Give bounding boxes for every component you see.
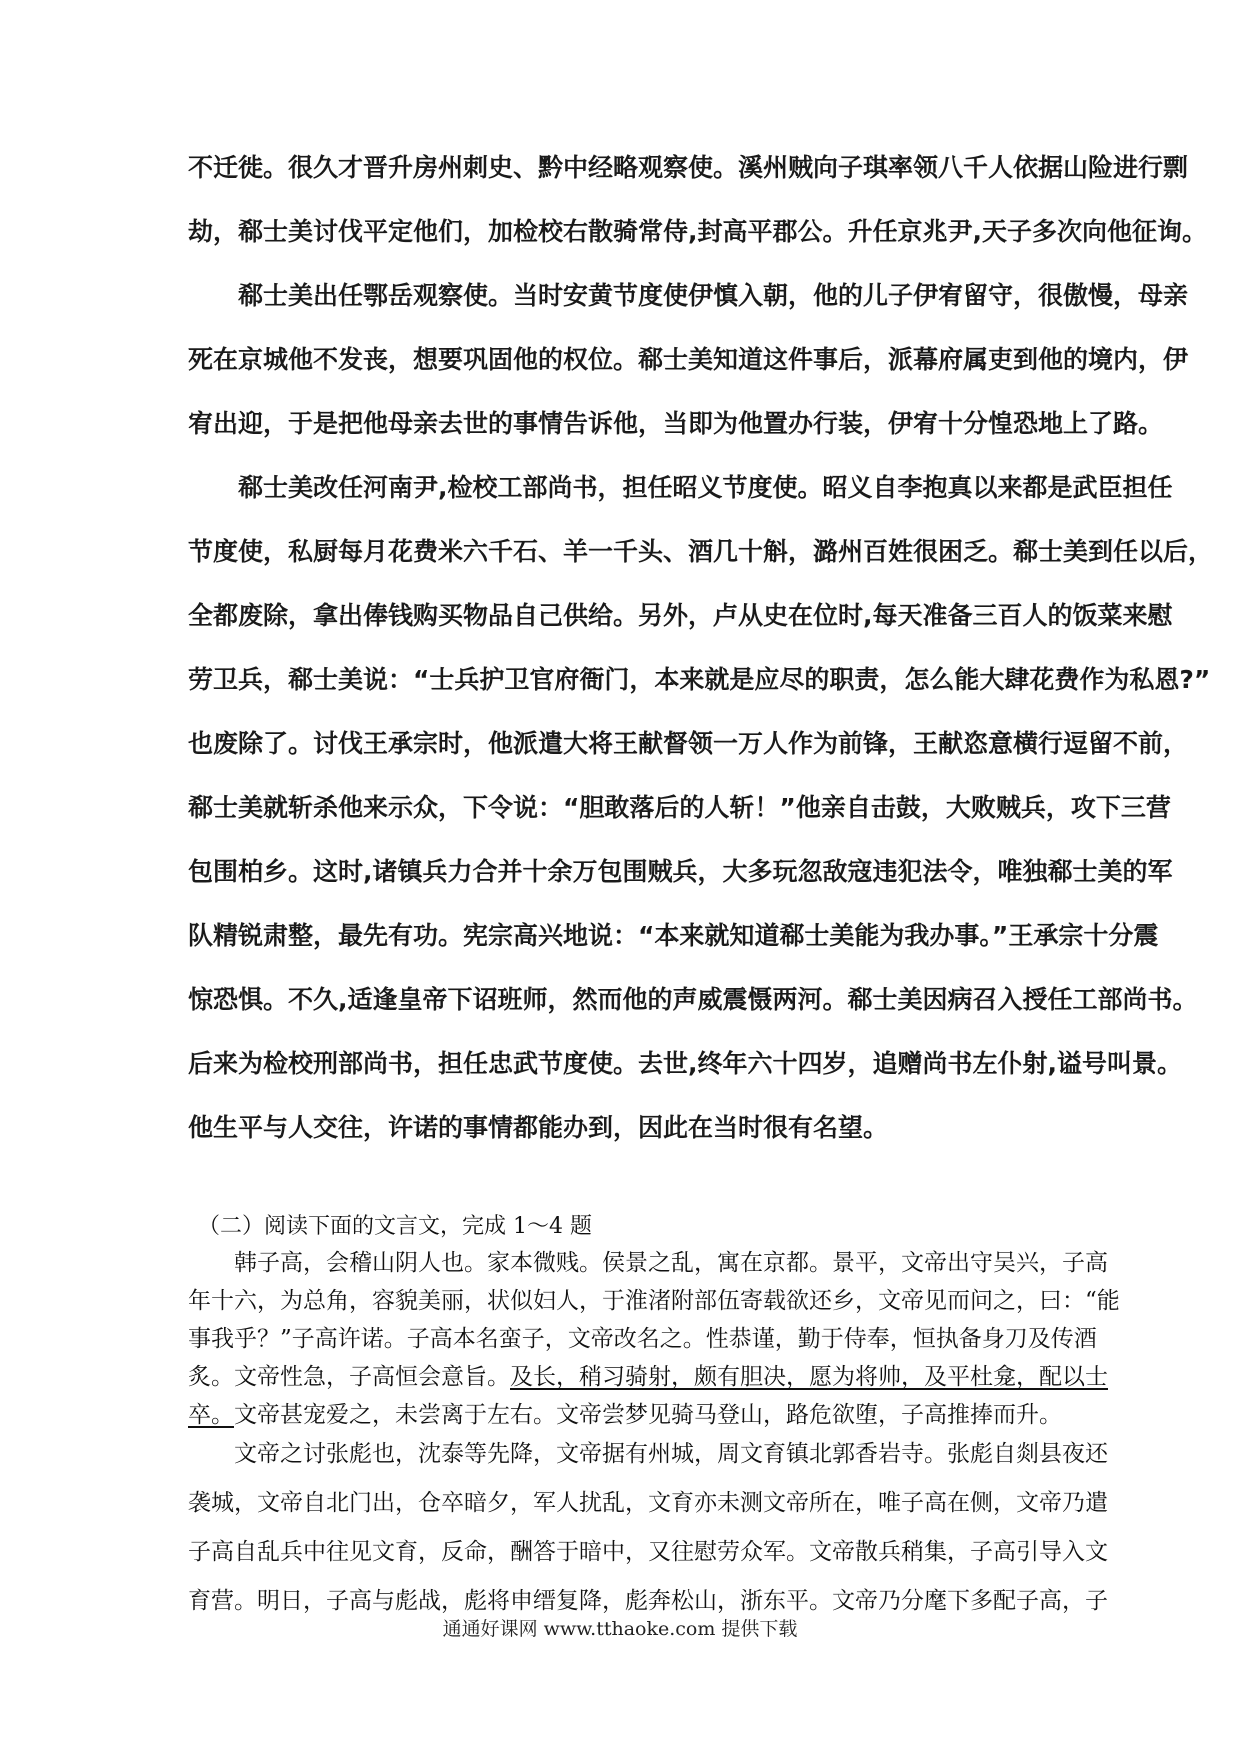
translation-line: 也废除了。讨伐王承宗时，他派遣大将王献督领一万人作为前锋，王献恣意横行逗留不前， [188,729,1189,758]
classical-line-text: 文帝甚宠爱之，未尝离于左右。文帝尝梦见骑马登山，路危欲堕，子高推捧而升。 [234,1402,1062,1428]
translation-line: 惊恐惧。不久,适逢皇帝下诏班师，然而他的声威震慑两河。郗士美因病召入授任工部尚书。 [188,985,1198,1014]
translation-line: 死在京城他不发丧，想要巩固他的权位。郗士美知道这件事后，派幕府属吏到他的境内，伊 [188,345,1189,374]
translation-line: 宥出迎，于是把他母亲去世的事情告诉他，当即为他置办行装，伊宥十分惶恐地上了路。 [188,409,1164,438]
translation-passage [188,136,1214,1160]
translation-line: 郗士美就斩杀他来示众，下令说：“胆敢落后的人斩！”他亲自击鼓，大败贼兵，攻下三营 [188,793,1171,822]
classical-line [188,1358,1108,1396]
classical-line: 文帝之讨张彪也，沈泰等先降，文帝据有州城，周文育镇北郭香岩寺。张彪自剡县夜还 [188,1441,1108,1467]
classical-passage-part-2 [188,1430,1108,1626]
classical-line-text: 炙。文帝性急，子高恒会意旨。 [188,1364,510,1390]
classical-line: 韩子高，会稽山阴人也。家本微贱。侯景之乱，寓在京都。景平，文帝出守吴兴，子高 [188,1250,1108,1276]
translation-line: 全都废除，拿出俸钱购买物品自己供给。另外，卢从史在位时,每天准备三百人的饭菜来慰 [188,601,1173,630]
section-heading: （二）阅读下面的文言文，完成 1～4 题 [198,1214,592,1239]
translation-line: 劳卫兵，郗士美说：“士兵护卫官府衙门，本来就是应尽的职责，怎么能大肆花费作为私恩?” [188,665,1211,694]
translation-line: 不迁徙。很久才晋升房州刺史、黔中经略观察使。溪州贼向子琪率领八千人依据山险进行剽 [188,153,1189,182]
classical-passage-part-1 [188,1244,1120,1434]
translation-line: 节度使，私厨每月花费米六千石、羊一千头、酒几十斛，潞州百姓很困乏。郗士美到任以后， [188,537,1214,566]
underlined-sentence-end: 卒。 [188,1402,234,1428]
classical-line: 子高自乱兵中往见文育，反命，酬答于暗中，又往慰劳众军。文帝散兵稍集，子高引导入文 [188,1539,1108,1565]
underlined-sentence: 及长，稍习骑射，颇有胆决，愿为将帅，及平杜龛，配以士 [510,1364,1108,1390]
translation-line: 后来为检校刑部尚书，担任忠武节度使。去世,终年六十四岁，追赠尚书左仆射,谥号叫景。 [188,1049,1182,1078]
classical-line: 袭城，文帝自北门出，仓卒暗夕，军人扰乱，文育亦未测文帝所在，唯子高在侧，文帝乃遣 [188,1490,1108,1516]
classical-line: 育营。明日，子高与彪战，彪将申缙复降，彪奔松山，浙东平。文帝乃分麾下多配子高，子 [188,1588,1108,1614]
classical-line: 年十六，为总角，容貌美丽，状似妇人，于淮渚附部伍寄载欲还乡，文帝见而问之，曰：“能 [188,1288,1120,1314]
translation-line: 他生平与人交往，许诺的事情都能办到，因此在当时很有名望。 [188,1113,889,1142]
translation-line: 郗士美出任鄂岳观察使。当时安黄节度使伊慎入朝，他的儿子伊宥留守，很傲慢，母亲 [188,281,1189,310]
page-footer: 通通好课网 www.tthaoke.com 提供下载 [442,1618,798,1640]
translation-line: 队精锐肃整，最先有功。宪宗高兴地说：“本来就知道郗士美能为我办事。”王承宗十分震 [188,921,1159,950]
classical-line [188,1396,1068,1434]
translation-line: 郗士美改任河南尹,检校工部尚书，担任昭义节度使。昭义自李抱真以来都是武臣担任 [188,473,1173,502]
classical-line: 事我乎？”子高许诺。子高本名蛮子，文帝改名之。性恭谨，勤于侍奉，恒执备身刀及传酒 [188,1326,1097,1352]
translation-line: 劫，郗士美讨伐平定他们，加检校右散骑常侍,封高平郡公。升任京兆尹,天子多次向他征询。 [188,217,1207,246]
translation-line: 包围柏乡。这时,诸镇兵力合并十余万包围贼兵，大多玩忽敌寇违犯法令，唯独郗士美的军 [188,857,1173,886]
